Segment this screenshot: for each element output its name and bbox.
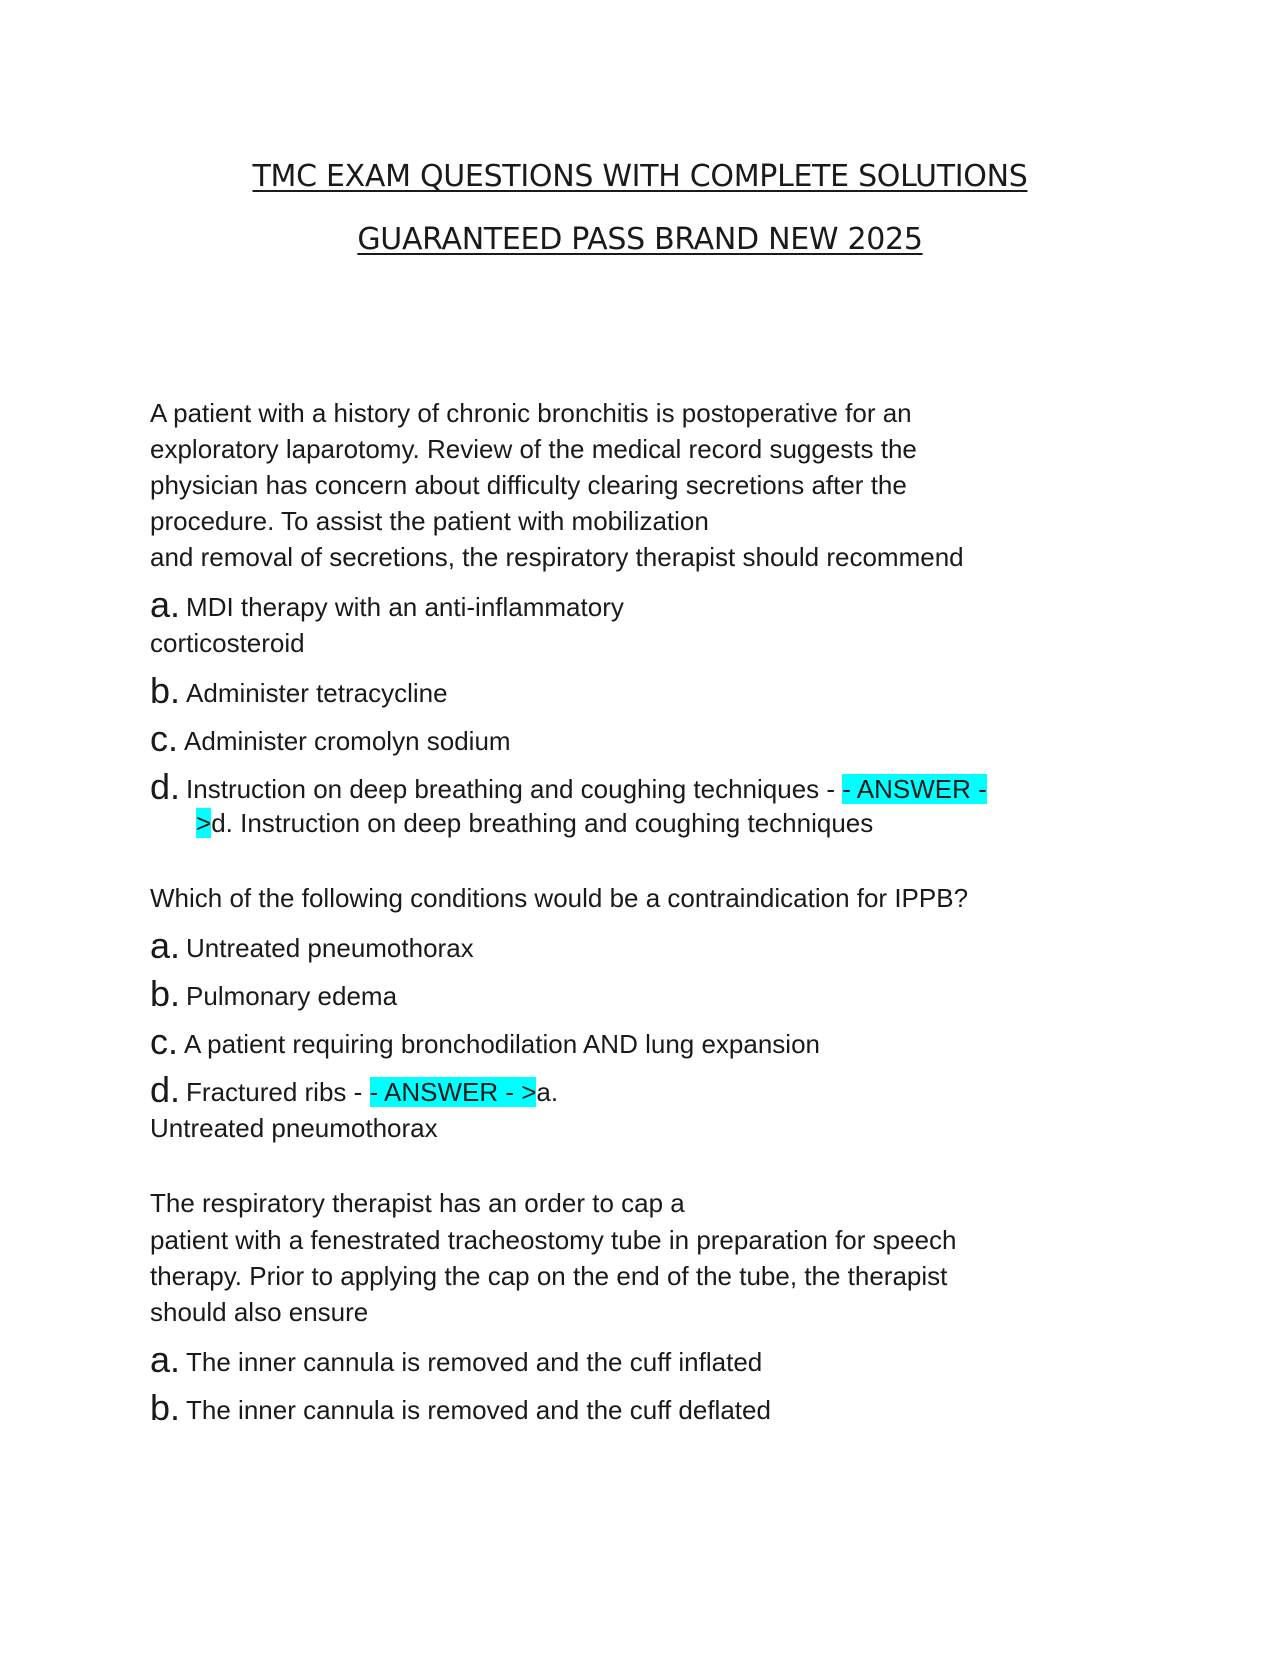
- q3-stem-line: The respiratory therapist has an order to cap a: [150, 1188, 685, 1218]
- q1-option-c: [150, 718, 511, 759]
- q1-answer-line: [196, 808, 873, 838]
- document-title-line-2: GUARANTEED PASS BRAND NEW 2025: [357, 222, 923, 257]
- q2-option-a: [150, 925, 474, 966]
- option-letter: d.: [150, 1069, 181, 1110]
- q1-option-a-continued: corticosteroid: [150, 628, 305, 658]
- option-letter: b.: [150, 1387, 181, 1428]
- option-letter: c.: [150, 718, 179, 759]
- option-text: Untreated pneumothorax: [186, 933, 474, 963]
- answer-text: a.: [536, 1077, 559, 1107]
- option-text: MDI therapy with an anti-inflammatory: [186, 592, 624, 622]
- q3-stem-line: therapy. Prior to applying the cap on the end of the tube, the therapist: [150, 1261, 948, 1291]
- q3-stem-line: patient with a fenestrated tracheostomy tube in preparation for speech: [150, 1225, 957, 1255]
- q1-stem-line: A patient with a history of chronic bronchitis is postoperative for an: [150, 398, 912, 428]
- answer-text: d. Instruction on deep breathing and coughing techniques: [211, 808, 874, 838]
- option-letter: a.: [150, 925, 181, 966]
- option-text: A patient requiring bronchodilation AND lung expansion: [184, 1029, 820, 1059]
- answer-highlight: >: [196, 808, 212, 838]
- q2-answer-continued: Untreated pneumothorax: [150, 1113, 438, 1143]
- option-text: Instruction on deep breathing and coughing techniques -: [186, 774, 843, 804]
- q1-option-d: [150, 766, 987, 807]
- q2-option-b: [150, 973, 398, 1014]
- option-letter: b.: [150, 973, 181, 1014]
- q2-option-d: [150, 1069, 559, 1110]
- q1-option-a: [150, 584, 624, 625]
- q2-stem: Which of the following conditions would be a contraindication for IPPB?: [150, 883, 969, 913]
- option-text: The inner cannula is removed and the cuff inflated: [186, 1347, 763, 1377]
- q1-stem-line: procedure. To assist the patient with mobilization: [150, 506, 709, 536]
- option-letter: d.: [150, 766, 181, 807]
- q2-option-c: [150, 1021, 820, 1062]
- q3-option-b: [150, 1387, 771, 1428]
- q1-option-b: [150, 670, 448, 711]
- q3-option-a: [150, 1339, 763, 1380]
- option-text: Administer tetracycline: [186, 678, 448, 708]
- option-letter: a.: [150, 1339, 181, 1380]
- option-letter: c.: [150, 1021, 179, 1062]
- q1-stem-line: and removal of secretions, the respiratory therapist should recommend: [150, 542, 964, 572]
- answer-highlight: - ANSWER - >: [369, 1077, 537, 1107]
- q1-stem-line: exploratory laparotomy. Review of the medical record suggests the: [150, 434, 917, 464]
- option-letter: a.: [150, 584, 181, 625]
- option-text: Pulmonary edema: [186, 981, 398, 1011]
- option-text: Administer cromolyn sodium: [184, 726, 511, 756]
- q3-stem-line: should also ensure: [150, 1297, 369, 1327]
- document-title-line-1: TMC EXAM QUESTIONS WITH COMPLETE SOLUTIONS: [252, 159, 1028, 194]
- option-letter: b.: [150, 670, 181, 711]
- answer-highlight: - ANSWER -: [842, 774, 987, 804]
- option-text: The inner cannula is removed and the cuff deflated: [186, 1395, 771, 1425]
- q1-stem-line: physician has concern about difficulty clearing secretions after the: [150, 470, 907, 500]
- option-text: Fractured ribs -: [186, 1077, 370, 1107]
